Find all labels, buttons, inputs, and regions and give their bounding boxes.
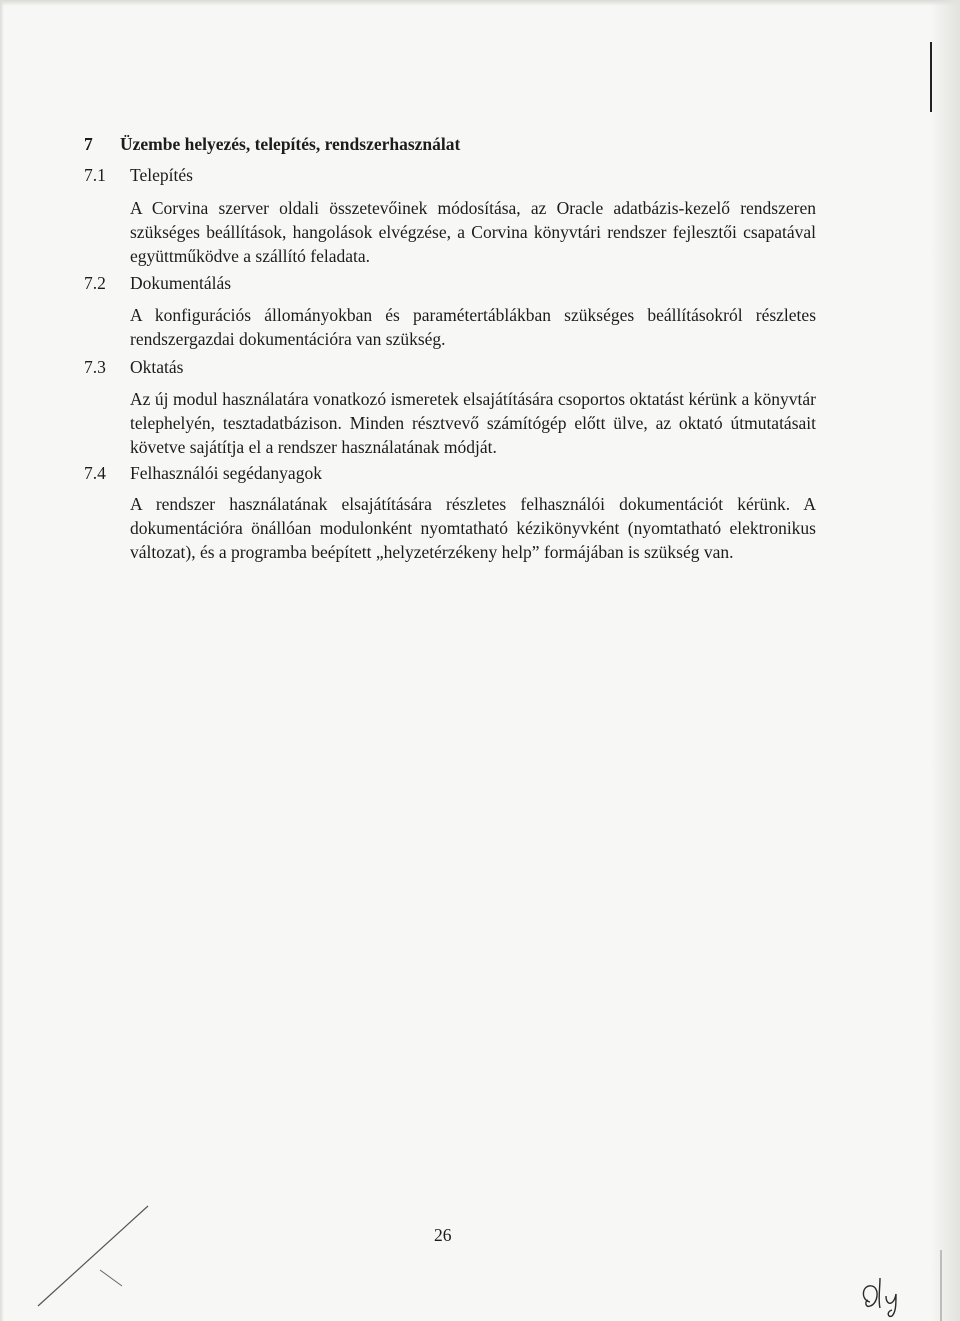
scan-edge-right [930,0,960,1321]
subsection-text-7-2: A konfigurációs állományokban és paramétertáblákban szükséges beállításokról részletes rendszergazdai dokumentációra van szükség. [130,305,816,349]
section-number: 7 [84,134,93,154]
subsection-title: Dokumentálás [130,273,232,293]
subsection-number: 7.3 [84,357,106,377]
scan-edge-top [0,0,960,6]
subsection-text-7-4: A rendszer használatának elsajátítására részletes felhasználói dokumentációt kérünk. A dokumentációra önállóan modulonként nyomtatható kézikönyvként (nyomtatható elektronikus változat), és a programba beépített „helyzetérzékeny help” formájában is szükség van. [130,494,816,562]
page-number: 26 [434,1225,452,1245]
section-title: Üzembe helyezés, telepítés, rendszerhasználat [120,134,461,154]
subsection-title: Telepítés [130,165,193,185]
subsection-text-7-3: Az új modul használatára vonatkozó ismeretek elsajátítására csoportos oktatást kérünk a könyvtár telephelyén, tesztadatbázison. Minden résztvevő számítógép előtt ülve, az oktató útmutatásait követve sajátítja el a rendszer használatának módját. [130,389,816,457]
handwritten-initials-mark [858,1272,908,1318]
subsection-text-7-1: A Corvina szerver oldali összetevőinek módosítása, az Oracle adatbázis-kezelő rendszeren szükséges beállítások, hangolások elvégzése, a Corvina könyvtári rendszer fejlesztői csapatával együttműködve a szállító feladata. [130,198,816,266]
subsection-title: Oktatás [130,357,184,377]
subsection-number: 7.2 [84,273,106,293]
subsection-number: 7.4 [84,463,106,483]
handwritten-stroke-mark [30,1200,160,1310]
binder-mark [930,42,932,112]
scan-edge-left [0,0,4,1321]
subsection-title: Felhasználói segédanyagok [130,463,322,483]
subsection-number: 7.1 [84,165,106,185]
binder-mark-bottom [940,1250,942,1321]
